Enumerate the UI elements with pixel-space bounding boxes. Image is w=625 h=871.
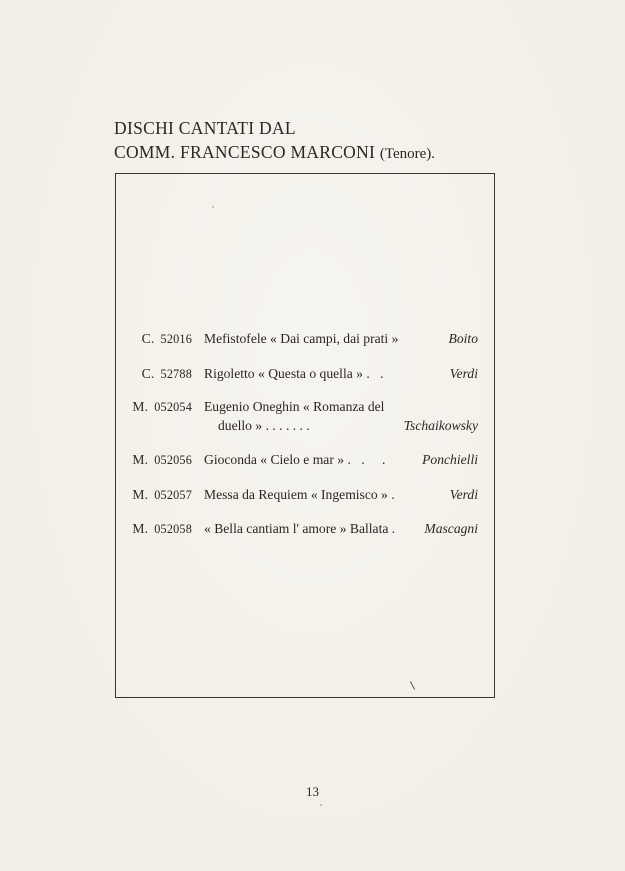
- record-composer: Tschaikowsky: [403, 418, 478, 433]
- record-title: « Bella cantiam l' amore » Ballata .: [204, 521, 396, 536]
- record-catalog-number: [142, 331, 192, 347]
- record-row: [0, 521, 625, 541]
- record-catalog-number: [132, 521, 192, 537]
- record-title-text: Rigoletto « Questa o quella » .: [204, 366, 370, 381]
- heading-voice-type: (Tenore).: [379, 146, 436, 162]
- record-number: 052056: [154, 453, 192, 467]
- record-row: [0, 366, 625, 386]
- record-prefix: M.: [132, 521, 149, 536]
- record-catalog-number: [142, 366, 192, 382]
- record-prefix: M.: [132, 399, 149, 414]
- record-composer: Mascagni: [424, 521, 478, 536]
- record-catalog-number: [132, 399, 192, 415]
- page-number: 13: [306, 784, 319, 799]
- record-title: Mefistofele « Dai campi, dai prati »: [204, 331, 399, 346]
- record-title: [204, 452, 392, 468]
- record-leader-dots: . .: [350, 452, 393, 467]
- record-number: 52016: [160, 332, 192, 346]
- paper-speck: [212, 206, 214, 208]
- heading-line-2: [114, 140, 435, 166]
- record-prefix: C.: [141, 331, 155, 346]
- record-prefix: M.: [132, 452, 149, 467]
- record-number: 052057: [154, 488, 192, 502]
- record-prefix: M.: [132, 487, 149, 502]
- record-catalog-number: [132, 452, 192, 468]
- record-leader-dots: .: [369, 366, 391, 381]
- record-composer: Verdi: [449, 487, 478, 502]
- record-title-continued: duello » . . . . . . .: [218, 418, 310, 433]
- record-composer: Ponchielli: [422, 452, 478, 467]
- record-row-continuation: [0, 418, 625, 438]
- record-title: Eugenio Oneghin « Romanza del: [204, 399, 385, 414]
- record-title-text: Gioconda « Cielo e mar » .: [204, 452, 351, 467]
- record-title: Messa da Requiem « Ingemisco » .: [204, 487, 395, 502]
- record-composer: Boito: [448, 331, 478, 346]
- record-row: [0, 331, 625, 351]
- record-number: 52788: [160, 367, 192, 381]
- record-composer: Verdi: [449, 366, 478, 381]
- page-heading: [114, 116, 435, 166]
- heading-line-1: DISCHI CANTATI DAL: [114, 118, 296, 138]
- paper-speck: [320, 804, 322, 806]
- record-prefix: C.: [141, 366, 155, 381]
- record-catalog-number: [132, 487, 192, 503]
- record-row: [0, 452, 625, 472]
- record-row: [0, 487, 625, 507]
- record-number: 052058: [154, 522, 192, 536]
- record-row: [0, 399, 625, 419]
- heading-singer-name: COMM. FRANCESCO MARCONI: [114, 142, 376, 162]
- record-title: [204, 366, 391, 382]
- record-number: 052054: [154, 400, 192, 414]
